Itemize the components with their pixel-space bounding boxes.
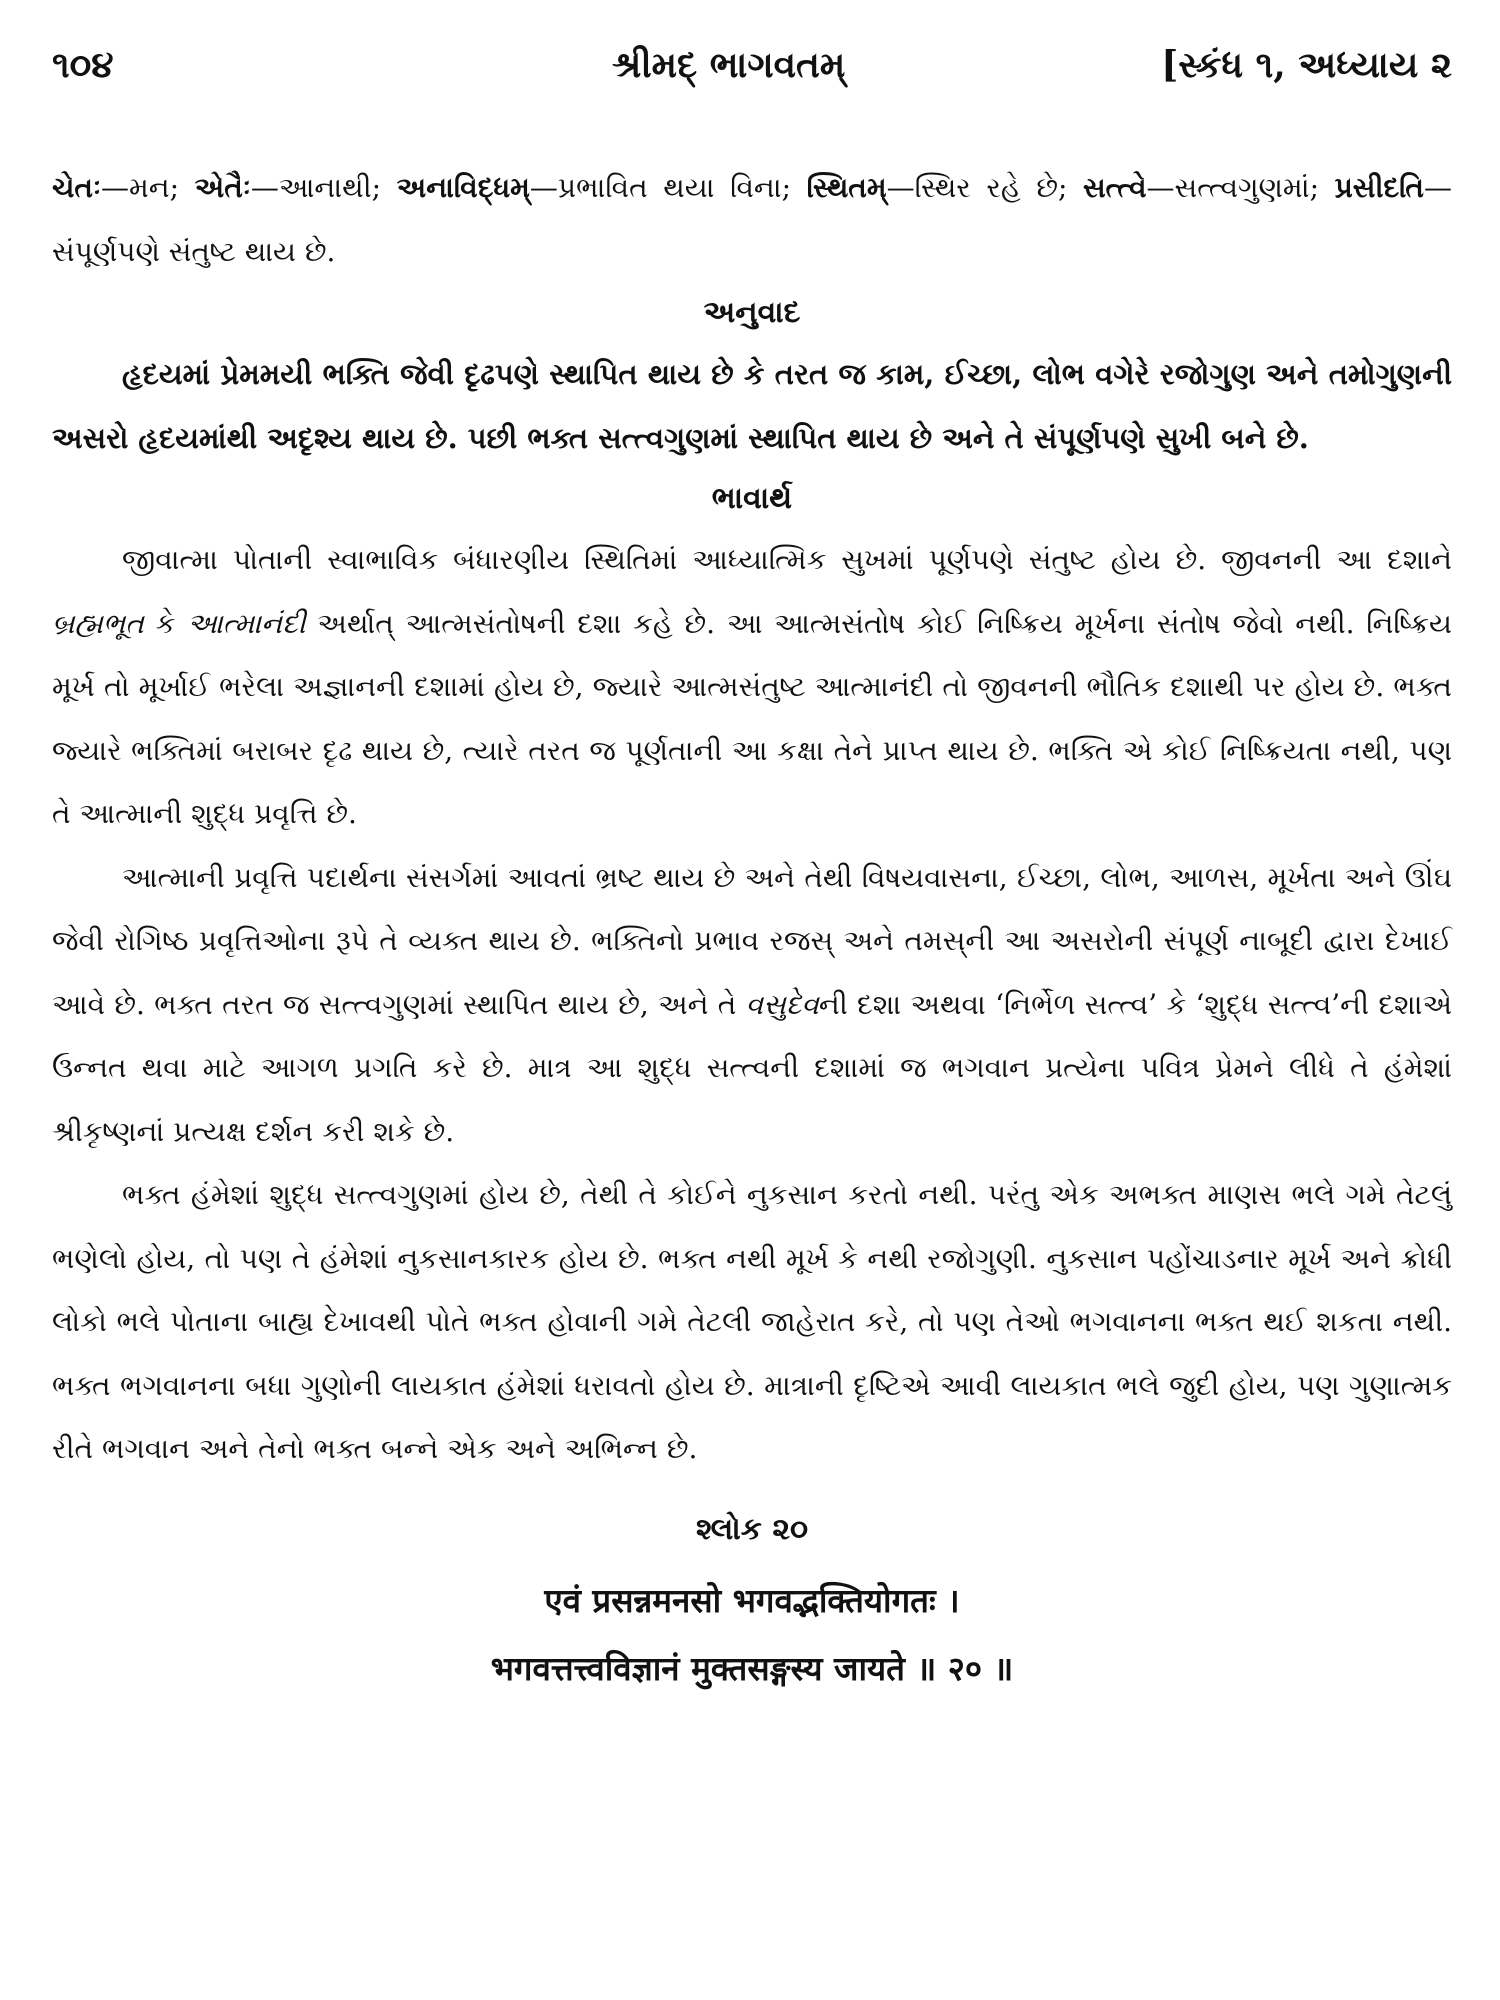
italic-term: આત્માનંદી xyxy=(187,606,306,640)
synonym-term: સત્ત્વે xyxy=(1083,171,1147,204)
word-meanings: ચેતઃ—મન; એતૈઃ—આનાથી; અનાવિદ્ધમ્—પ્રભાવિત થયા વિના; સ્થિતમ્—સ્થિર રહે છે; સત્ત્વે—સત્ત્વગુણમાં; પ્રસીદતિ—સંપૂર્ણપણે સંતુષ્ટ થાય છે. xyxy=(52,171,1452,268)
text-run: અર્થાત્ આત્મસંતોષની દશા કહે છે. આ આત્મસંતોષ કોઈ નિષ્ક્રિય મૂર્ખના સંતોષ જેવો નથી. નિષ્ક્રિય મૂર્ખ તો મૂર્ખાઈ ભરેલા અજ્ઞાનની દશામાં હોય છે, જ્યારે આત્મસંતુષ્ટ આત્માનંદી તો જીવનની ભૌતિક દશાથી પર હોય છે. ભક્ત જ્યારે ભક્તિમાં બરાબર દૃઢ થાય છે, ત્યારે તરત જ પૂર્ણતાની આ કક્ષા તેને પ્રાપ્ત થાય છે. ભક્તિ એ કોઈ નિષ્ક્રિયતા નથી, પણ તે આત્માની શુદ્ધ પ્રવૃત્તિ છે. xyxy=(52,606,1452,830)
synonym-term: એતૈઃ xyxy=(194,171,251,204)
synonym-meaning: સત્ત્વગુણમાં; xyxy=(1174,171,1335,204)
purport-paragraph-1 xyxy=(52,528,1452,846)
text-run: કે xyxy=(143,606,188,640)
text-run: આત્માની પ્રવૃત્તિ પદાર્થના સંસર્ગમાં આવતાં ભ્રષ્ટ થાય છે અને તેથી વિષયવાસના, ઈચ્છા, લોભ, આળસ, મૂર્ખતા અને ઊંઘ જેવી રોગિષ્ઠ પ્રવૃત્તિઓના રૂપે તે વ્યક્ત થાય છે. ભક્તિનો પ્રભાવ રજસ્ અને તમસ્‌ની આ અસરોની સંપૂર્ણ નાબૂદી દ્વારા દેખાઈ આવે છે. ભક્ત તરત જ સત્ત્વગુણમાં સ્થાપિત થાય છે, અને તે xyxy=(52,860,1452,1021)
verse-line-1: एवं प्रसन्नमनसो भगवद्भक्तियोगतः । xyxy=(544,1580,960,1620)
book-page xyxy=(52,38,1452,1703)
text-run: ની દશા અથવા ‘નિર્ભેળ સત્ત્વ’ કે ‘શુદ્ધ સત્ત્વ’ની દશાએ ઉન્નત થવા માટે આગળ પ્રગતિ કરે છે. માત્ર આ શુદ્ધ સત્ત્વની દશામાં જ ભગવાન પ્રત્યેના પવિત્ર પ્રેમને લીધે તે હંમેશાં શ્રીકૃષ્ણનાં પ્રત્યક્ષ દર્શન કરી શકે છે. xyxy=(52,987,1452,1148)
text-run: જીવાત્મા પોતાની સ્વાભાવિક બંધારણીય સ્થિતિમાં આધ્યાત્મિક સુખમાં પૂર્ણપણે સંતુષ્ટ હોય છે. જીવનની આ દશાને xyxy=(122,543,1452,576)
italic-term: વસુદેવ xyxy=(745,987,819,1021)
translation-heading: અનુવાદ xyxy=(703,295,801,330)
page-number: ૧૦૪ xyxy=(52,44,114,86)
synonym-meaning: આનાથી; xyxy=(278,171,397,204)
book-title: શ્રીમદ્ ભાગવતમ્ xyxy=(612,44,846,86)
synonym-term: સ્થિતમ્ xyxy=(806,171,887,204)
verse-line-2: भगवत्तत्त्वविज्ञानं मुक्तसङ्गस्य जायते ॥ २० ॥ xyxy=(490,1648,1014,1688)
translation-text: હૃદયમાં પ્રેમમયી ભક્તિ જેવી દૃઢપણે સ્થાપિત થાય છે કે તરત જ કામ, ઈચ્છા, લોભ વગેરે રજોગુણ અને તમોગુણની અસરો હૃદયમાંથી અદૃશ્ય થાય છે. પછી ભક્ત સત્ત્વગુણમાં સ્થાપિત થાય છે અને તે સંપૂર્ણપણે સુખી બને છે. xyxy=(52,357,1452,455)
synonym-meaning: સ્થિર રહે છે; xyxy=(914,171,1083,204)
page-header xyxy=(52,38,1452,98)
chapter-reference: [સ્કંધ ૧, અધ્યાય ૨ xyxy=(1161,44,1452,86)
synonym-term: ચેતઃ xyxy=(52,171,102,204)
italic-term: બ્રહ્મભૂત xyxy=(52,606,144,640)
purport-paragraph-3: ભક્ત હંમેશાં શુદ્ધ સત્ત્વગુણમાં હોય છે, તેથી તે કોઈને નુકસાન કરતો નથી. પરંતુ એક અભક્ત માણસ ભલે ગમે તેટલું ભણેલો હોય, તો પણ તે હંમેશાં નુકસાનકારક હોય છે. ભક્ત નથી મૂર્ખ કે નથી રજોગુણી. નુકસાન પહોંચાડનાર મૂર્ખ અને ક્રોધી લોકો ભલે પોતાના બાહ્ય દેખાવથી પોતે ભક્ત હોવાની ગમે તેટલી જાહેરાત કરે, તો પણ તેઓ ભગવાનના ભક્ત થઈ શકતા નથી. ભક્ત ભગવાનના બધા ગુણોની લાયકાત હંમેશાં ધરાવતો હોય છે. માત્રાની દૃષ્ટિએ આવી લાયકાત ભલે જુદી હોય, પણ ગુણાત્મક રીતે ભગવાન અને તેનો ભક્ત બન્ને એક અને અભિન્ન છે. xyxy=(52,1178,1452,1465)
purport-paragraph-2 xyxy=(52,846,1452,1164)
synonym-meaning: મન; xyxy=(129,171,195,204)
synonym-term: અનાવિદ્ધમ્ xyxy=(396,171,530,204)
sanskrit-verse xyxy=(52,1567,1452,1703)
synonym-term: પ્રસીદતિ xyxy=(1334,171,1424,204)
verse-heading: શ્લોક ૨૦ xyxy=(695,1511,809,1547)
synonym-meaning: સંપૂર્ણપણે સંતુષ્ટ થાય છે. xyxy=(52,235,336,268)
synonym-meaning: પ્રભાવિત થયા વિના; xyxy=(557,171,807,204)
purport-heading: ભાવાર્થ xyxy=(711,481,793,516)
purport-body xyxy=(52,528,1452,1481)
